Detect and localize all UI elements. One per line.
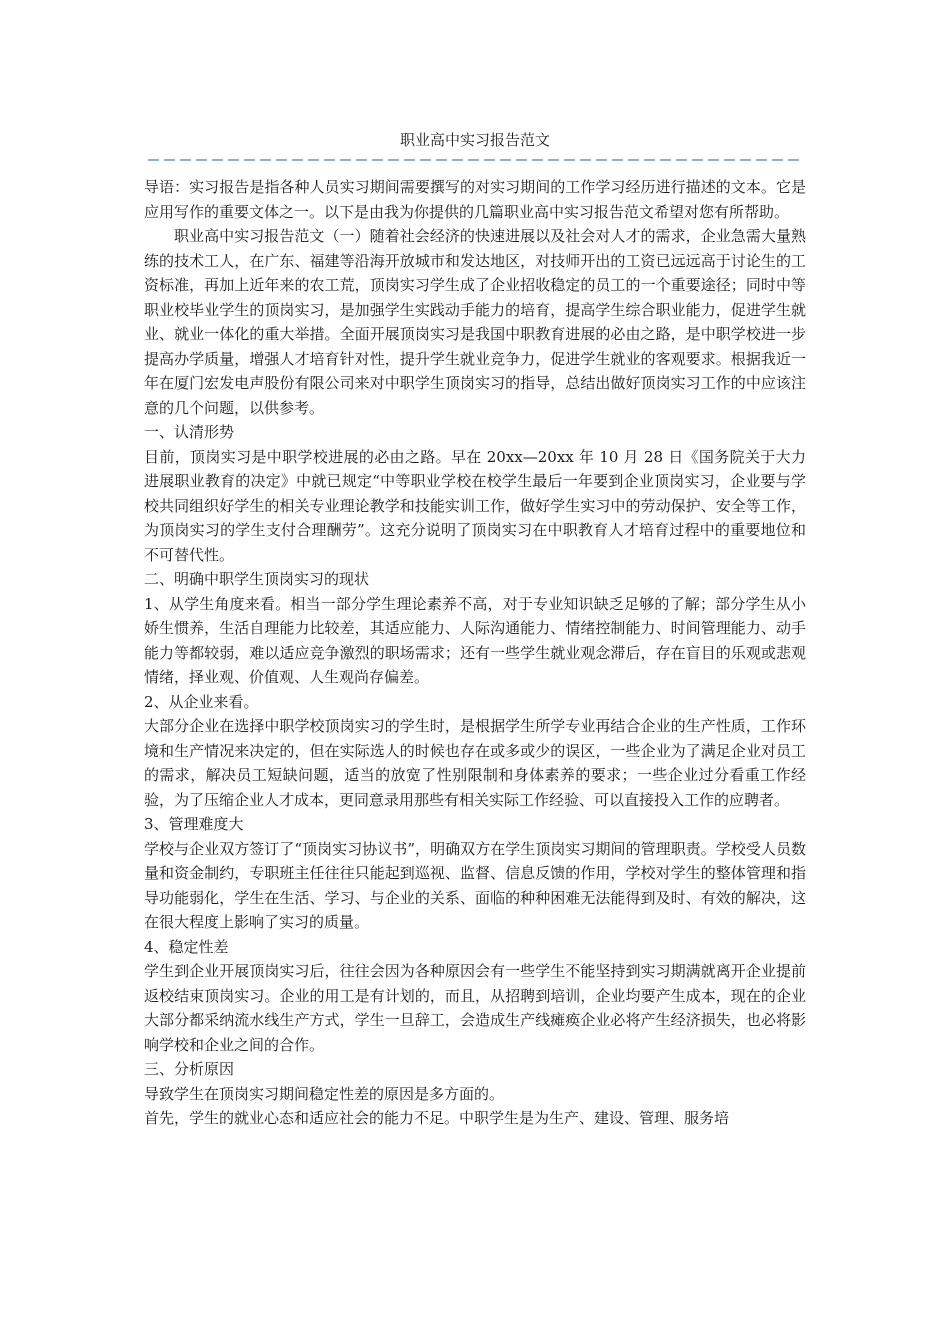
section-heading-3: 三、分析原因 <box>144 1060 235 1078</box>
paragraph: 目前，顶岗实习是中职学校进展的必由之路。早在 20xx—20xx 年 10 月 28 日《国务院关于大力进展职业教育的决定》中就已规定“中等职业学校在校学生最后一年要到企业顶岗实习，企业要与学校共同组织好学生的相关专业理论教学和技能实训工作，做好学生实习中的劳动保护、安全等工作，为顶岗实习的学生支付合理酬劳”。这充分说明了顶岗实习在中职教育人才培育过程中的重要地位和不可替代性。 <box>144 447 806 564</box>
paragraph: 导致学生在顶岗实习期间稳定性差的原因是多方面的。 <box>144 1084 505 1103</box>
paragraph: 学生到企业开展顶岗实习后，往往会因为各种原因会有一些学生不能坚持到实习期满就离开企业提前返校结束顶岗实习。企业的用工是有计划的，而且，从招聘到培训，企业均要产生成本，现在的企业大部分都采纳流水线生产方式，学生一旦辞工，会造成生产线瘫痪企业必将产生经济损失，也必将影响学校和企业之间的合作。 <box>144 962 806 1054</box>
document-body <box>144 175 806 1131</box>
subheading: 2、从企业来看。 <box>144 692 259 711</box>
document-title: 职业高中实习报告范文 <box>399 131 550 149</box>
subheading: 3、管理难度大 <box>144 815 244 833</box>
paragraph: 大部分企业在选择中职学校顶岗实习的学生时，是根据学生所学专业再结合企业的生产性质，工作环境和生产情况来决定的，但在实际选人的时候也存在或多或少的误区，一些企业为了满足企业对员工的需求，解决员工短缺问题，适当的放宽了性别限制和身体素养的要求；一些企业过分看重工作经验，为了压缩企业人才成本，更同意录用那些有相关实际工作经验、可以直接投入工作的应聘者。 <box>144 717 806 809</box>
section-heading-1: 一、认清形势 <box>144 423 235 441</box>
paragraph: 学校与企业双方签订了“顶岗实习协议书”，明确双方在学生顶岗实习期间的管理职责。学校受人员数量和资金制约，专职班主任往往只能起到巡视、监督、信息反馈的作用，学校对学生的整体管理和指导功能弱化，学生在生活、学习、与企业的关系、面临的种种困难无法能得到及时、有效的解决，这在很大程度上影响了实习的质量。 <box>144 839 806 931</box>
paragraph-intro: 导语：实习报告是指各种人员实习期间需要撰写的对实习期间的工作学习经历进行描述的文本。它是应用写作的重要文体之一。以下是由我为你提供的几篇职业高中实习报告范文希望对您有所帮助。 <box>144 178 806 221</box>
title-divider <box>148 159 800 161</box>
paragraph: 首先，学生的就业心态和适应社会的能力不足。中职学生是为生产、建设、管理、服务培 <box>144 1109 730 1127</box>
subheading: 4、稳定性差 <box>144 937 229 956</box>
paragraph: 1、从学生角度来看。相当一部分学生理论素养不高，对于专业知识缺乏足够的了解；部分学生从小娇生惯养，生活自理能力比较差，其适应能力、人际沟通能力、情绪控制能力、时间管理能力、动手能力等都较弱，难以适应竞争激烈的职场需求；还有一些学生就业观念滞后，存在盲目的乐观或悲观情绪，择业观、价值观、人生观尚存偏差。 <box>144 594 806 686</box>
section-heading-2: 二、明确中职学生顶岗实习的现状 <box>144 570 370 588</box>
paragraph-sample-one: 职业高中实习报告范文（一）随着社会经济的快速进展以及社会对人才的需求，企业急需大量熟练的技术工人，在广东、福建等沿海开放城市和发达地区，对技师开出的工资已远远高于讨论生的工资标准，再加上近年来的农工荒，顶岗实习学生成了企业招收稳定的员工的一个重要途径；同时中等职业校毕业学生的顶岗实习，是加强学生实践动手能力的培育，提高学生综合职业能力，促进学生就业、就业一体化的重大举措。全面开展顶岗实习是我国中职教育进展的必由之路，是中职学校进一步提高办学质量，增强人才培育针对性，提升学生就业竞争力，促进学生就业的客观要求。根据我近一年在厦门宏发电声股份有限公司来对中职学生顶岗实习的指导，总结出做好顶岗实习工作的中应该注意的几个问题，以供参考。 <box>144 227 806 417</box>
